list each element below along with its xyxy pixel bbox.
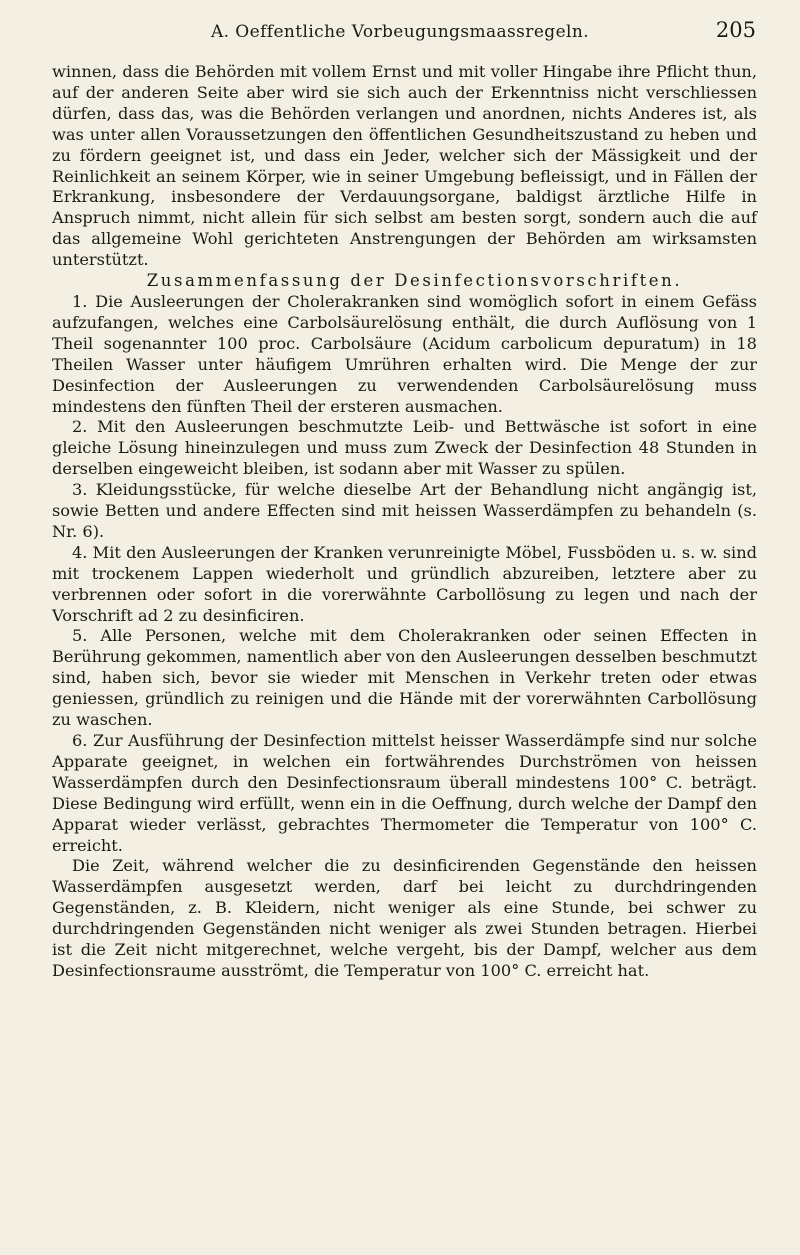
- rule-4-paragraph: 4. Mit den Ausleerungen der Kranken verunreinigte Möbel, Fussböden u. s. w. sind mit trockenem Lappen wiederholt und gründlich abzureiben, letztere aber zu verbrennen oder sofort in die vorerwähnte Carbollösung zu legen und nach der Vorschrift ad 2 zu desinficiren.: [52, 542, 757, 625]
- section-heading: Zusammenfassung der Desinfectionsvorschriften.: [146, 271, 683, 291]
- rule-1-paragraph: 1. Die Ausleerungen der Cholerakranken sind womöglich sofort in einem Gefäss aufzufangen, welches eine Carbolsäurelösung enthält, die durch Auflösung von 1 Theil sogenannter 100 proc. Carbolsäure (Acidum carbolicum depuratum) in 18 Theilen Wasser unter häufigem Umrühren erhalten wird. Die Menge der zur Desinfection der Ausleerungen zu verwendenden Carbolsäurelösung muss mindestens den fünften Theil der ersteren ausmachen.: [52, 291, 757, 416]
- body-text: [52, 62, 757, 982]
- rule-2-paragraph: 2. Mit den Ausleerungen beschmutzte Leib- und Bettwäsche ist sofort in eine gleiche Lösung hineinzulegen und muss zum Zweck der Desinfection 48 Stunden in derselben eingeweicht bleiben, ist sodann aber mit Wasser zu spülen.: [52, 417, 757, 479]
- rule-6-paragraph: 6. Zur Ausführung der Desinfection mittelst heisser Wasserdämpfe sind nur solche Apparate geeignet, in welchen ein fortwährendes Durchströmen von heissen Wasserdämpfen durch den Desinfectionsraum überall mindestens 100° C. beträgt. Diese Bedingung wird erfüllt, wenn ein in die Oeffnung, durch welche der Dampf den Apparat wieder verlässt, gebrachtes Thermometer die Temperatur von 100° C. erreicht.: [52, 731, 757, 855]
- page-number: 205: [715, 18, 756, 42]
- intro-paragraph: winnen, dass die Behörden mit vollem Ernst und mit voller Hingabe ihre Pflicht thun, auf der anderen Seite aber wird sie sich auch der Erkenntniss nicht verschliessen dürfen, dass das, was die Behörden verlangen und anordnen, nichts Anderes ist, als was unter allen Voraussetzungen den öffentlichen Gesundheitszustand zu heben und zu fördern geeignet ist, und dass ein Jeder, welcher sich der Mässigkeit und der Reinlichkeit an seinem Körper, wie in seiner Umgebung befleissigt, und in Fällen der Erkrankung, insbesondere der Verdauungsorgane, baldigst ärztliche Hilfe in Anspruch nimmt, nicht allein für sich selbst am besten sorgt, sondern auch die auf das allgemeine Wohl gerichteten Anstrengungen der Behörden am wirksamsten unterstützt.: [52, 62, 757, 270]
- rule-5-paragraph: 5. Alle Personen, welche mit dem Cholerakranken oder seinen Effecten in Berührung gekommen, namentlich aber von den Ausleerungen desselben beschmutzt sind, haben sich, bevor sie wieder mit Menschen in Verkehr treten oder etwas geniessen, gründlich zu reinigen und die Hände mit der vorerwähnten Carbollösung zu waschen.: [52, 626, 757, 730]
- rule-3-paragraph: 3. Kleidungsstücke, für welche dieselbe Art der Behandlung nicht angängig ist, sowie Betten und andere Effecten sind mit heissen Wasserdämpfen zu behandeln (s. Nr. 6).: [52, 480, 757, 541]
- page-header: [40, 18, 760, 50]
- rule-6-continuation-paragraph: Die Zeit, während welcher die zu desinficirenden Gegenstände den heissen Wasserdämpfen ausgesetzt werden, darf bei leicht zu durchdringenden Gegenständen, z. B. Kleidern, nicht weniger als eine Stunde, bei schwer zu durchdringenden Gegenständen nicht weniger als zwei Stunden betragen. Hierbei ist die Zeit nicht mitgerechnet, welche vergeht, bis der Dampf, welcher aus dem Desinfectionsraume ausströmt, die Temperatur von 100° C. erreicht hat.: [52, 856, 757, 980]
- running-head: A. Oeffentliche Vorbeugungsmaassregeln.: [210, 22, 590, 42]
